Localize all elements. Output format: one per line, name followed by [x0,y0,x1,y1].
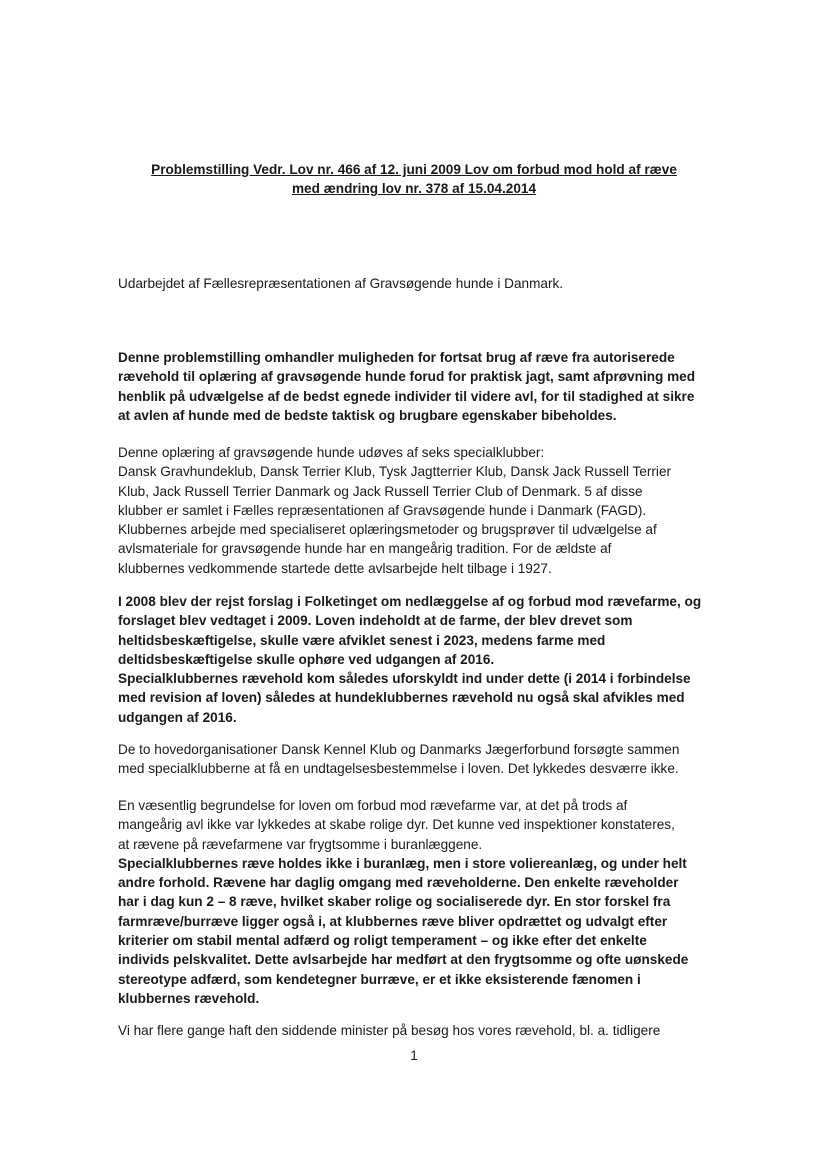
law-history-paragraph [118,592,718,727]
text-line: udgangen af 2016. [118,709,237,725]
justification-paragraph [118,796,718,1008]
text-line: mangeårig avl ikke var lykkedes at skabe rolige dyr. Det kunne ved inspektioner konstateres, [118,817,675,833]
text-line: deltidsbeskæftigelse skulle ophøre ved udgangen af 2016. [118,651,495,667]
text-line: De to hovedorganisationer Dansk Kennel Klub og Danmarks Jægerforbund forsøgte sammen [118,742,680,757]
byline: Udarbejdet af Fællesrepræsentationen af Gravsøgende hunde i Danmark. [118,276,564,291]
text-line: med specialklubberne at få en undtagelsesbestemmelse i loven. Det lykkedes desværre ikke. [118,761,679,777]
text-line: stereotype adfærd, som kendetegner burræve, er et ikke eksisterende fænomen i [118,971,641,987]
text-line: Klubbernes arbejde med specialiseret oplæringsmetoder og brugsprøver til udvælgelse af [118,522,657,538]
text-line: Denne problemstilling omhandler muligheden for fortsat brug af ræve fra autoriserede [118,350,675,365]
text-line: Denne oplæring af gravsøgende hunde udøves af seks specialklubber: [118,445,545,460]
text-line: Klub, Jack Russell Terrier Danmark og Jack Russell Terrier Club of Denmark. 5 af disse [118,483,643,499]
text-line: heltidsbeskæftigelse, skulle være afviklet senest i 2023, medens farme med [118,632,606,648]
text-line: I 2008 blev der rejst forslag i Folketinget om nedlæggelse af og forbud mod rævefarme, og [118,594,702,609]
text-line: Specialklubbernes rævehold kom således uforskyldt ind under dette (i 2014 i forbindelse [118,671,691,687]
text-line: rævehold til oplæring af gravsøgende hunde forud for praktisk jagt, samt afprøvning med [118,369,696,385]
text-line: kriterier om stabil mental adfærd og roligt temperament – og ikke efter det enkelte [118,933,647,949]
text-line: Specialklubbernes ræve holdes ikke i buranlæg, men i store voliereanlæg, og under helt [118,855,687,871]
text-line: at rævene på rævefarmene var frygtsomme i buranlæggene. [118,836,483,852]
text-line: klubbernes vedkommende startede dette avlsarbejde helt tilbage i 1927. [118,560,552,576]
organisations-paragraph [118,740,718,779]
text-line: henblik på udvælgelse af de bedst egnede individer til videre avl, for til stadighed at sikre [118,388,695,404]
text-line: Dansk Gravhundeklub, Dansk Terrier Klub, Tysk Jagtterrier Klub, Dansk Jack Russell Terrier [118,464,672,480]
text-line: farmræve/burræve ligger også i, at klubbernes ræve bliver opdrættet og udvalgt efter [118,913,668,929]
text-line: En væsentlig begrundelse for loven om forbud mod rævefarme var, at det på trods af [118,798,628,813]
text-line: andre forhold. Rævene har daglig omgang med ræveholderne. Den enkelte ræveholder [118,875,679,891]
text-line: avlsmateriale for gravsøgende hunde har en mangeårig tradition. For de ældste af [118,541,612,557]
text-line: har i dag kun 2 – 8 ræve, hvilket skaber rolige og socialiserede dyr. En stor forskel fra [118,894,671,910]
title-line: Problemstilling Vedr. Lov nr. 466 af 12. juni 2009 Lov om forbud mod hold af ræve [151,162,677,177]
page-number: 1 [410,1048,418,1063]
text-line: med revision af loven) således at hundeklubbernes rævehold nu også skal afvikles med [118,690,685,706]
clubs-paragraph [118,443,718,578]
text-line: Vi har flere gange haft den siddende minister på besøg hos vores rævehold, bl. a. tidligere [118,1023,661,1038]
intro-paragraph [118,348,718,425]
text-line: forslaget blev vedtaget i 2009. Loven indeholdt at de farme, der blev drevet som [118,613,633,629]
minister-paragraph [118,1021,718,1040]
text-line: klubber er samlet i Fælles repræsentationen af Gravsøgende hunde i Danmark (FAGD). [118,502,647,518]
text-line: individs pelskvalitet. Dette avlsarbejde har medført at den frygtsomme og ofte uønskede [118,952,689,968]
title-line: med ændring lov nr. 378 af 15.04.2014 [291,181,537,196]
text-line: klubbernes rævehold. [118,990,260,1006]
text-line: at avlen af hunde med de bedste taktisk og brugbare egenskaber bibeholdes. [118,407,617,423]
document-title [100,160,728,198]
